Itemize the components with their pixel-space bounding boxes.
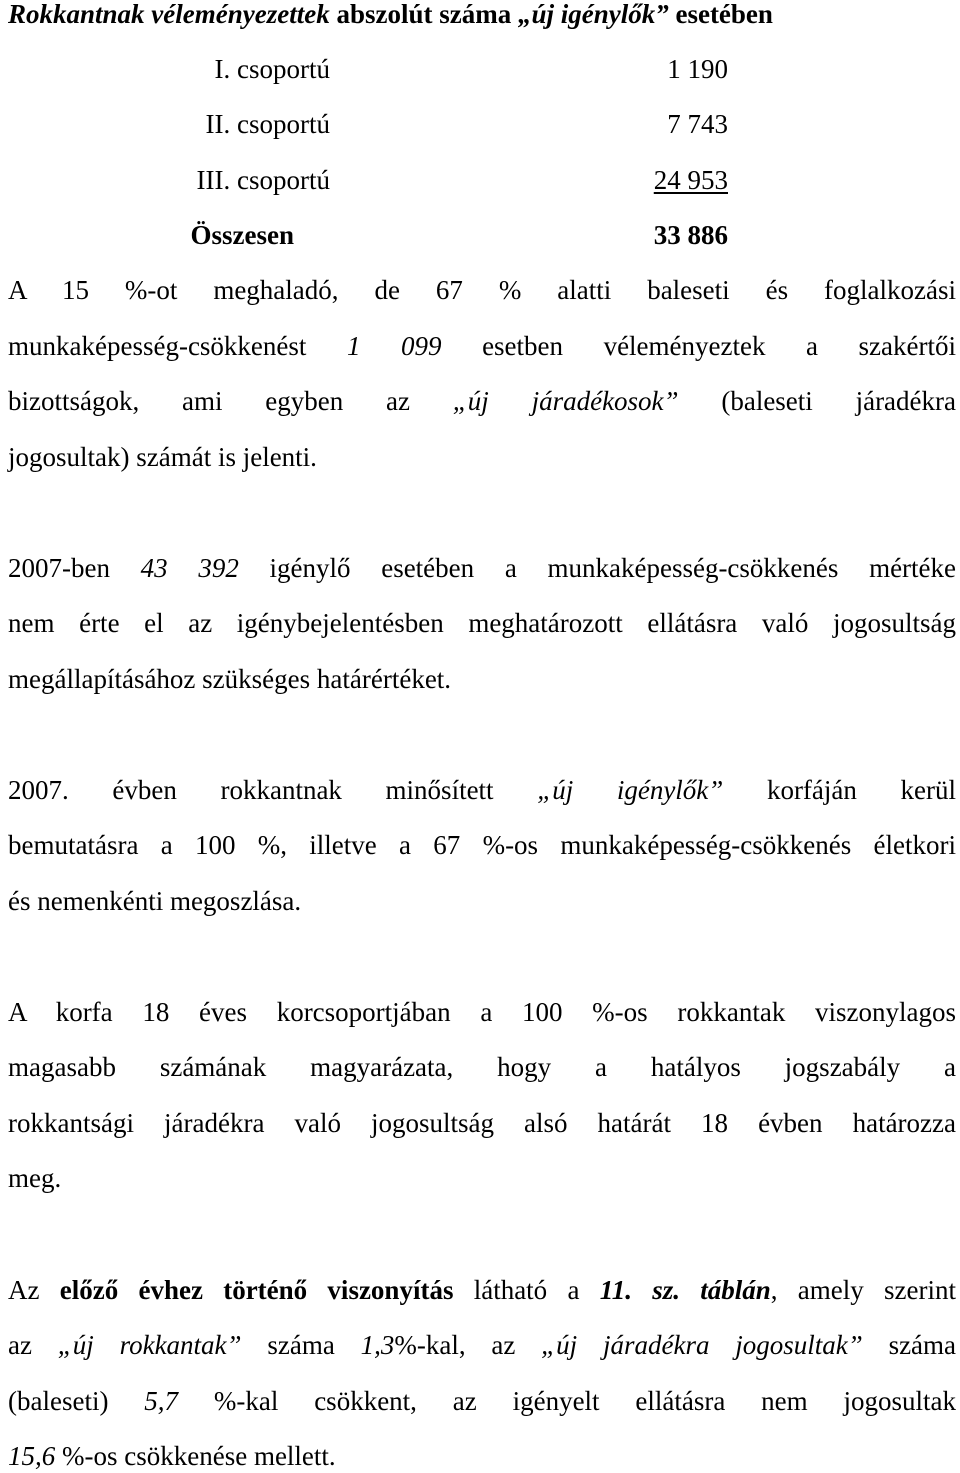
group-3-label: III. csoportú <box>196 165 330 195</box>
p5-line-2 <box>8 1328 956 1362</box>
p1-text: munkaképesség-csökkenést <box>8 331 307 361</box>
heading-term: „új igénylők” <box>517 0 669 29</box>
p3-text: 2007. évben rokkantnak minősített <box>8 775 494 805</box>
p3-line-3: és nemenkénti megoszlása. <box>8 886 302 916</box>
p4-line-3: rokkantsági járadékra való jogosultság alsó határát 18 évben határozza <box>8 1108 956 1138</box>
p5-term: „új rokkantak” <box>57 1330 242 1360</box>
p5-line-1 <box>8 1273 956 1307</box>
p5-line-3 <box>8 1384 956 1418</box>
p5-number: 15,6 <box>8 1441 56 1471</box>
p5-text: látható a <box>453 1275 600 1305</box>
p3-line-2: bemutatásra a 100 %, illetve a 67 %-os munkaképesség-csökkenés életkori <box>8 830 956 860</box>
p1-text: (baleseti járadékra <box>721 386 956 416</box>
p4-line-4: meg. <box>8 1163 62 1193</box>
p2-number: 43 392 <box>140 553 239 583</box>
p5-line-4 <box>8 1439 956 1473</box>
total-value: 33 886 <box>653 220 728 250</box>
p2-line-2: nem érte el az igénybejelentésben meghatározott ellátásra való jogosultság <box>8 608 956 638</box>
p5-text: %-kal, az <box>394 1330 516 1360</box>
group-2-label: II. csoportú <box>205 109 330 139</box>
group-1-value: 1 190 <box>667 54 728 84</box>
p5-number: 1,3 <box>360 1330 395 1360</box>
heading-tail: esetében <box>668 0 773 29</box>
p1-line-2 <box>8 329 956 363</box>
heading-bold: abszolút száma <box>329 0 518 29</box>
p2-line-3: megállapításához szükséges határértéket. <box>8 664 452 694</box>
heading-italic: Rokkantnak véleményezettek <box>8 0 330 29</box>
p5-number: 5,7 <box>144 1386 179 1416</box>
p3-line-1 <box>8 773 956 807</box>
p1-text: bizottságok, ami egyben az <box>8 386 410 416</box>
group-2-value: 7 743 <box>667 109 728 139</box>
p5-text: az <box>8 1330 32 1360</box>
p5-text: (baleseti) <box>8 1386 109 1416</box>
p3-text: korfáján kerül <box>766 775 956 805</box>
p1-line-1: A 15 %-ot meghaladó, de 67 % alatti baleseti és foglalkozási <box>8 275 956 305</box>
group-3-value-text: 24 953 <box>653 165 728 195</box>
p1-line-4: jogosultak) számát is jelenti. <box>8 442 317 472</box>
group-3-value <box>560 163 728 197</box>
p2-text: igénylő esetében a munkaképesség-csökkenés mértéke <box>269 553 957 583</box>
p1-line-3 <box>8 384 956 418</box>
total-label: Összesen <box>190 220 294 250</box>
p3-term: „új igénylők” <box>537 775 724 805</box>
p4-line-1: A korfa 18 éves korcsoportjában a 100 %-os rokkantak viszonylagos <box>8 997 956 1027</box>
p5-table-ref: 11. sz. táblán <box>599 1275 771 1305</box>
p1-term: „új járadékosok” <box>452 386 679 416</box>
section-heading <box>8 0 956 31</box>
p2-line-1 <box>8 551 956 585</box>
p5-text: %-os csökkenése mellett. <box>55 1441 336 1471</box>
p2-text: 2007-ben <box>8 553 110 583</box>
p5-text: száma <box>267 1330 335 1360</box>
p5-text: száma <box>888 1330 957 1360</box>
p5-text: %-kal csökkent, az igényelt ellátásra nem jogosultak <box>213 1386 956 1416</box>
p5-text: , amely szerint <box>770 1275 956 1305</box>
p1-number: 1 099 <box>346 331 442 361</box>
p1-text: esetben véleményeztek a szakértői <box>482 331 957 361</box>
p5-bold-term: előző évhez történő viszonyítás <box>59 1275 454 1305</box>
p4-line-2: magasabb számának magyarázata, hogy a hatályos jogszabály a <box>8 1052 956 1082</box>
p5-term: „új járadékra jogosultak” <box>541 1330 863 1360</box>
p5-text: Az <box>8 1275 60 1305</box>
group-1-label: I. csoportú <box>214 54 330 84</box>
